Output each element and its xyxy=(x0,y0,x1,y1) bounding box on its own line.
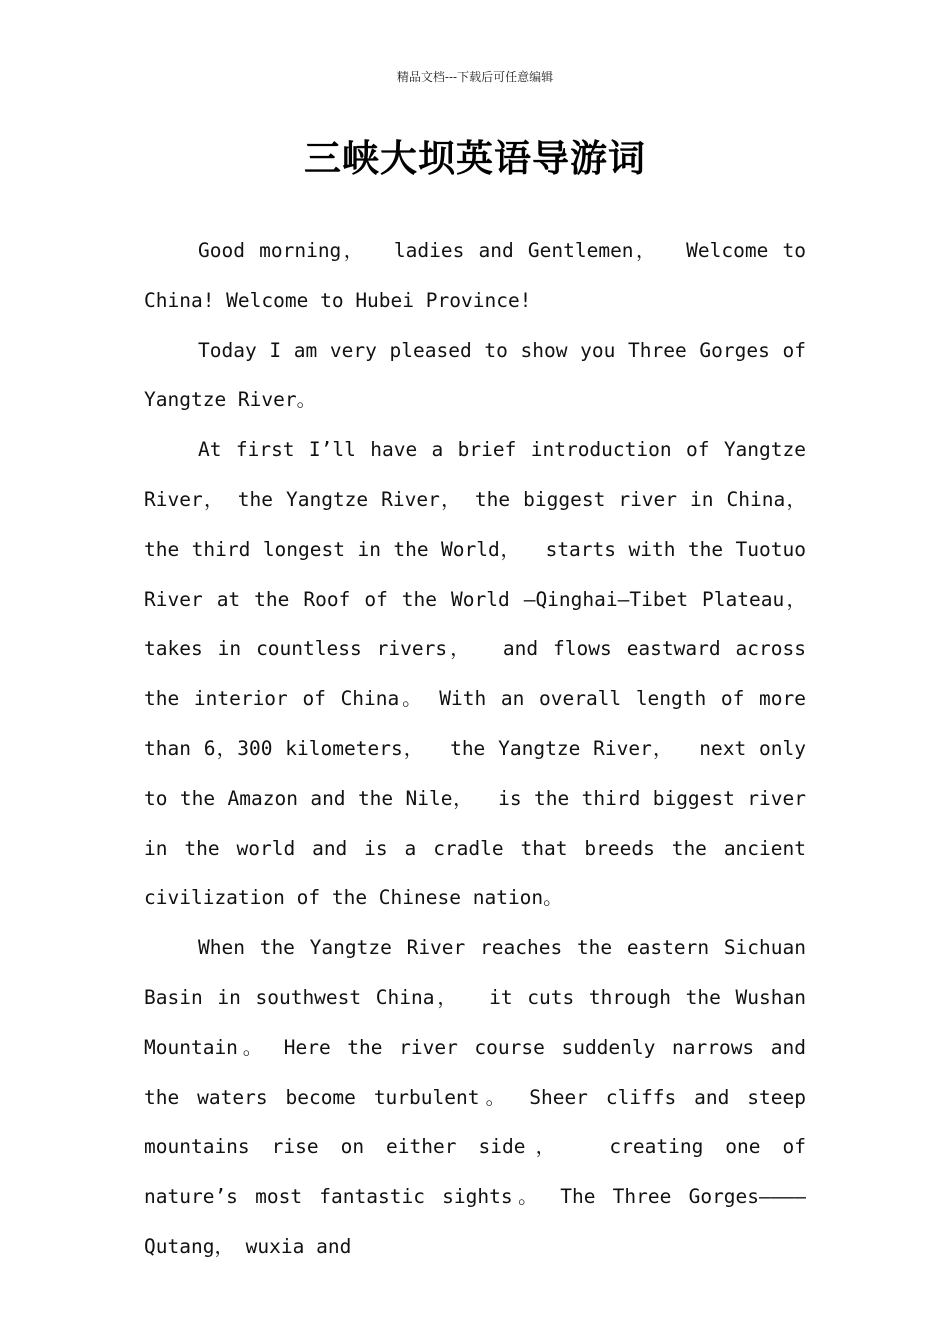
document-body xyxy=(144,226,818,1272)
paragraph-greeting: Good morning， ladies and Gentlemen， Welcome to China! Welcome to Hubei Province! xyxy=(144,239,818,312)
paragraph-intro: Today I am very pleased to show you Three Gorges of Yangtze River。 xyxy=(144,338,818,412)
paragraph-yangtze-overview: At first I’ll have a brief introduction of Yangtze River， the Yangtze River， the biggest river in China， the third longest in the World， starts with the Tuotuo River at the Roof of the World —Qinghai—Tibet Plateau， takes in countless rivers， and flows eastward across the interior of China。 With an overall length of more than 6，300 kilometers， the Yangtze River， next only to the Amazon and the Nile， is the third biggest river in the world and is a cradle that breeds the ancient civilization of the Chinese nation。 xyxy=(144,438,818,910)
document-title: 三峡大坝英语导游词 xyxy=(304,137,646,180)
paragraph-three-gorges: When the Yangtze River reaches the eastern Sichuan Basin in southwest China， it cuts through the Wushan Mountain。 Here the river course suddenly narrows and the waters become turbulent。 Sheer cliffs and steep mountains rise on either side， creating one of nature’s most fantastic sights。 The Three Gorges————Qutang， wuxia and xyxy=(144,936,818,1258)
page-header-note: 精品文档---下载后可任意编辑 xyxy=(396,70,554,84)
